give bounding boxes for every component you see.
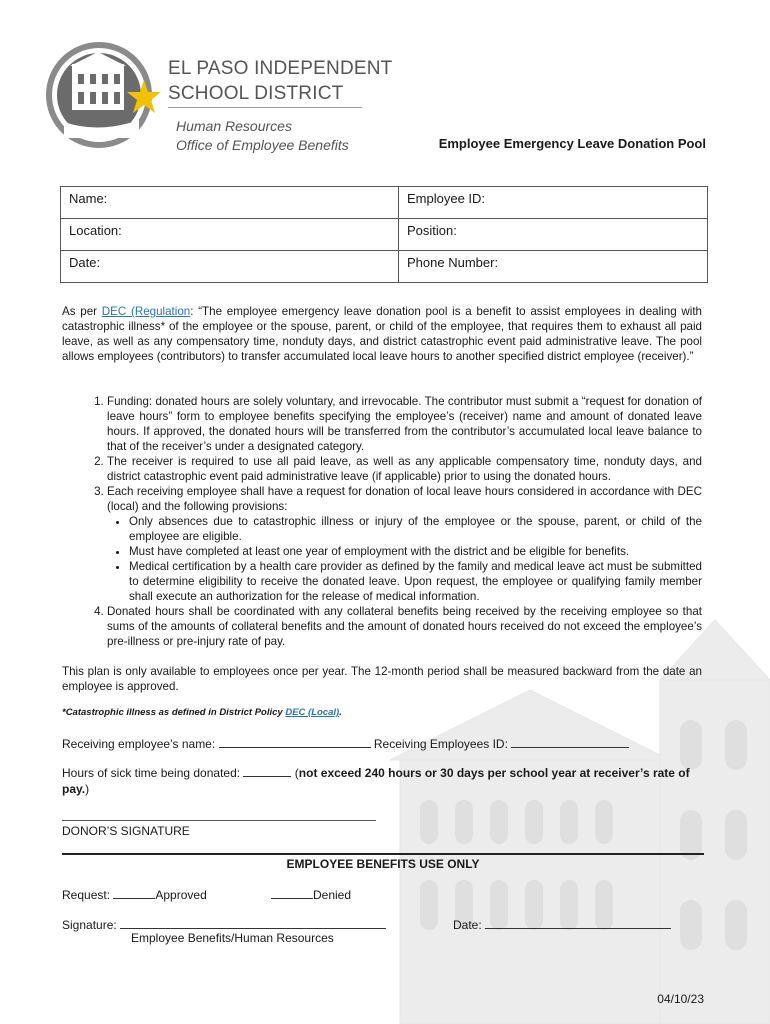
list-item: 4. Donated hours shall be coordinated with any collateral benefits being received by the receiving employee so that sums of the amounts of collateral benefits and the amount of donated hours received do not exceed the employee’s pre-illness or pre-injury rate of pay.: [107, 604, 702, 649]
donor-signature-label: DONOR’S SIGNATURE: [62, 824, 190, 838]
date-field[interactable]: Date:: [61, 251, 399, 283]
benefits-date-row: Date:: [453, 916, 671, 933]
receiving-id-input[interactable]: [511, 735, 629, 748]
department-line2: Office of Employee Benefits: [176, 137, 349, 153]
table-row: [61, 251, 708, 283]
list-item: 3. Each receiving employee shall have a request for donation of local leave hours considered in accordance with DEC (local) and the following provisions: • Only absences due to catastrophic illness or injury of the employee or the spouse, parent, or child of the employee are eligible. • Must have completed at least one year of employment with the district and be eligible for benefits. • Medical certification by a health care provider as defined by the family and medical leave act must be submitted to determine eligibility to receive the donated leave. Upon request, the employee or qualifying family member shall execute an authorization for the release of medical information.: [107, 484, 702, 604]
list-item: • Medical certification by a health care provider as defined by the family and medical leave act must be submitted to determine eligibility to receive the donated leave. Upon request, the employee or qualifying family member shall execute an authorization for the release of medical information.: [129, 559, 702, 604]
benefits-date-input[interactable]: [485, 916, 671, 929]
department: [176, 117, 349, 155]
request-row: Request: Approved: [62, 888, 207, 902]
table-row: [61, 219, 708, 251]
position-field[interactable]: Position:: [399, 219, 708, 251]
intro-paragraph: As per DEC (Regulation: “The employee emergency leave donation pool is a benefit to assist employees in dealing with catastrophic illness* of the employee or the spouse, parent, or child of the employee, that requires them to exhaust all paid leave, as well as any compensatory time, nonduty days, and district catastrophic event paid administrative leave. The pool allows employees (contributors) to transfer accumulated local leave hours to another specified district employee (receiver).”: [62, 305, 702, 363]
table-row: [61, 187, 708, 219]
list-item: 2. The receiver is required to use all paid leave, as well as any applicable compensatory time, nonduty days, and district catastrophic event paid administrative leave (if applicable) prior to using the donated hours.: [107, 454, 702, 484]
list-item: • Must have completed at least one year of employment with the district and be eligible for benefits.: [129, 544, 702, 559]
divider: [168, 107, 362, 108]
benefits-heading: EMPLOYEE BENEFITS USE ONLY: [286, 857, 480, 871]
phone-number-field[interactable]: Phone Number:: [399, 251, 708, 283]
signature-sub-label: Employee Benefits/Human Resources: [131, 931, 334, 945]
location-field[interactable]: Location:: [61, 219, 399, 251]
denied-row: Denied: [271, 886, 351, 903]
footnote: *Catastrophic illness as defined in District Policy DEC (Local).: [62, 707, 342, 718]
name-field[interactable]: Name:: [61, 187, 399, 219]
approved-input[interactable]: [113, 886, 155, 899]
receiving-name-input[interactable]: [219, 735, 371, 748]
employee-id-field[interactable]: Employee ID:: [399, 187, 708, 219]
hours-limit-note: not exceed 240 hours or 30 days per school year at receiver’s rate of pay.: [62, 766, 690, 796]
form-title: Employee Emergency Leave Donation Pool: [438, 136, 706, 151]
signature-row: Signature:: [62, 916, 386, 933]
org-name-line1: EL PASO INDEPENDENT: [168, 58, 393, 79]
rules-list: [62, 394, 702, 649]
dec-local-link[interactable]: DEC (Local): [285, 707, 340, 718]
department-line1: Human Resources: [176, 118, 292, 134]
org-name-line2: SCHOOL DISTRICT: [168, 83, 344, 104]
denied-input[interactable]: [271, 886, 313, 899]
list-item: • Only absences due to catastrophic illness or injury of the employee or the spouse, parent, or child of the employee are eligible.: [129, 514, 702, 544]
employee-info-table: [60, 186, 708, 283]
revision-date: 04/10/23: [657, 992, 704, 1006]
donor-signature-line[interactable]: [62, 820, 376, 821]
list-item: 1. Funding: donated hours are solely voluntary, and irrevocable. The contributor must submit a “request for donation of leave hours” form to employee benefits specifying the employee’s (receiver) name and amount of donated leave hours. If approved, the donated hours will be transferred from the contributor’s accumulated local leave balance to that of the receiver’s under a designated category.: [107, 394, 702, 454]
hours-row: Hours of sick time being donated: (not exceed 240 hours or 30 days per school year at receiver’s rate of pay.): [62, 766, 690, 796]
org-name: [168, 56, 392, 106]
divider: [62, 853, 704, 855]
receiving-row: Receiving employee’s name: Receiving Employees ID:: [62, 735, 629, 752]
benefits-signature-input[interactable]: [120, 916, 386, 929]
plan-paragraph: This plan is only available to employees once per year. The 12-month period shall be measured backward from the date an employee is approved.: [62, 665, 702, 693]
provisions-list: [107, 514, 702, 604]
hours-input[interactable]: [243, 764, 291, 777]
district-logo: [44, 42, 164, 148]
dec-regulation-link[interactable]: DEC (Regulation: [101, 305, 191, 318]
